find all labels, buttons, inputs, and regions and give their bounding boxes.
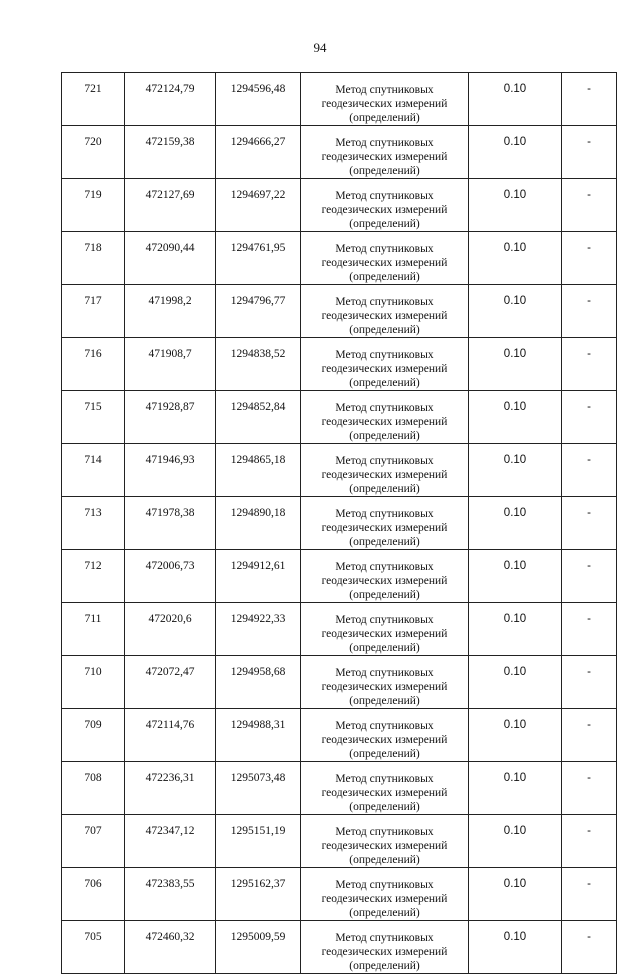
method-line-2: геодезических измерений bbox=[321, 734, 448, 746]
x-coordinate-cell bbox=[125, 603, 216, 656]
method-line-3: (определений) bbox=[349, 271, 420, 283]
x-coordinate-cell bbox=[125, 126, 216, 179]
x-coordinate-cell bbox=[125, 391, 216, 444]
method-line-3: (определений) bbox=[349, 854, 420, 866]
point-number: 707 bbox=[84, 825, 102, 837]
method-cell bbox=[301, 921, 469, 974]
accuracy-value: 0.10 bbox=[503, 454, 527, 466]
accuracy-cell bbox=[469, 179, 562, 232]
point-number: 705 bbox=[84, 931, 102, 943]
method-cell bbox=[301, 550, 469, 603]
table-row bbox=[62, 179, 617, 232]
accuracy-value: 0.10 bbox=[503, 825, 527, 837]
method-cell bbox=[301, 338, 469, 391]
point-number: 710 bbox=[84, 666, 102, 678]
method-line-2: геодезических измерений bbox=[321, 840, 448, 852]
x-coordinate: 472124,79 bbox=[145, 83, 195, 95]
accuracy-cell bbox=[469, 709, 562, 762]
method-line-2: геодезических измерений bbox=[321, 681, 448, 693]
x-coordinate-cell bbox=[125, 232, 216, 285]
point-number: 717 bbox=[84, 295, 102, 307]
y-coordinate: 1294912,61 bbox=[230, 560, 286, 572]
x-coordinate-cell bbox=[125, 179, 216, 232]
method-line-1: Метод спутниковых bbox=[335, 84, 434, 96]
table-row bbox=[62, 232, 617, 285]
accuracy-value: 0.10 bbox=[503, 83, 527, 95]
method-line-3: (определений) bbox=[349, 907, 420, 919]
y-coordinate-cell bbox=[216, 815, 301, 868]
point-number: 716 bbox=[84, 348, 102, 360]
point-number: 720 bbox=[84, 136, 102, 148]
x-coordinate-cell bbox=[125, 815, 216, 868]
extra-cell bbox=[562, 603, 617, 656]
accuracy-value: 0.10 bbox=[503, 613, 527, 625]
x-coordinate-cell bbox=[125, 550, 216, 603]
method-line-3: (определений) bbox=[349, 960, 420, 972]
x-coordinate: 472347,12 bbox=[145, 825, 195, 837]
method-line-2: геодезических измерений bbox=[321, 469, 448, 481]
x-coordinate-cell bbox=[125, 762, 216, 815]
accuracy-cell bbox=[469, 550, 562, 603]
accuracy-cell bbox=[469, 126, 562, 179]
y-coordinate: 1294697,22 bbox=[230, 189, 286, 201]
method-line-1: Метод спутниковых bbox=[335, 614, 434, 626]
method-line-2: геодезических измерений bbox=[321, 204, 448, 216]
extra-value: - bbox=[587, 295, 591, 307]
table-row bbox=[62, 868, 617, 921]
extra-cell bbox=[562, 391, 617, 444]
y-coordinate: 1294922,33 bbox=[230, 613, 286, 625]
y-coordinate-cell bbox=[216, 709, 301, 762]
x-coordinate-cell bbox=[125, 921, 216, 974]
accuracy-value: 0.10 bbox=[503, 295, 527, 307]
method-cell bbox=[301, 497, 469, 550]
x-coordinate-cell bbox=[125, 338, 216, 391]
x-coordinate: 472159,38 bbox=[145, 136, 195, 148]
accuracy-cell bbox=[469, 603, 562, 656]
extra-value: - bbox=[587, 931, 591, 943]
accuracy-value: 0.10 bbox=[503, 136, 527, 148]
x-coordinate: 471908,7 bbox=[148, 348, 192, 360]
table-row bbox=[62, 550, 617, 603]
y-coordinate: 1294890,18 bbox=[230, 507, 286, 519]
extra-value: - bbox=[587, 401, 591, 413]
y-coordinate-cell bbox=[216, 232, 301, 285]
x-coordinate-cell bbox=[125, 868, 216, 921]
extra-cell bbox=[562, 656, 617, 709]
y-coordinate: 1294958,68 bbox=[230, 666, 286, 678]
x-coordinate: 472006,73 bbox=[145, 560, 195, 572]
page-number: 94 bbox=[313, 40, 327, 55]
method-cell bbox=[301, 656, 469, 709]
table-row bbox=[62, 497, 617, 550]
point-number: 718 bbox=[84, 242, 102, 254]
y-coordinate-cell bbox=[216, 497, 301, 550]
x-coordinate: 472460,32 bbox=[145, 931, 195, 943]
y-coordinate: 1294852,84 bbox=[230, 401, 286, 413]
x-coordinate-cell bbox=[125, 709, 216, 762]
extra-cell bbox=[562, 709, 617, 762]
accuracy-value: 0.10 bbox=[503, 507, 527, 519]
table-row bbox=[62, 603, 617, 656]
extra-value: - bbox=[587, 825, 591, 837]
point-number-cell bbox=[62, 656, 125, 709]
method-cell bbox=[301, 603, 469, 656]
method-line-2: геодезических измерений bbox=[321, 98, 448, 110]
method-cell bbox=[301, 73, 469, 126]
x-coordinate-cell bbox=[125, 73, 216, 126]
extra-value: - bbox=[587, 136, 591, 148]
x-coordinate-cell bbox=[125, 444, 216, 497]
x-coordinate-cell bbox=[125, 497, 216, 550]
method-line-1: Метод спутниковых bbox=[335, 243, 434, 255]
table-row bbox=[62, 338, 617, 391]
extra-cell bbox=[562, 444, 617, 497]
extra-value: - bbox=[587, 507, 591, 519]
table-row bbox=[62, 762, 617, 815]
method-line-3: (определений) bbox=[349, 324, 420, 336]
method-cell bbox=[301, 232, 469, 285]
y-coordinate: 1294988,31 bbox=[230, 719, 286, 731]
extra-value: - bbox=[587, 719, 591, 731]
accuracy-cell bbox=[469, 656, 562, 709]
point-number-cell bbox=[62, 444, 125, 497]
extra-value: - bbox=[587, 242, 591, 254]
point-number: 706 bbox=[84, 878, 102, 890]
x-coordinate-cell bbox=[125, 285, 216, 338]
method-line-2: геодезических измерений bbox=[321, 257, 448, 269]
accuracy-value: 0.10 bbox=[503, 666, 527, 678]
accuracy-value: 0.10 bbox=[503, 189, 527, 201]
method-line-2: геодезических измерений bbox=[321, 893, 448, 905]
method-line-1: Метод спутниковых bbox=[335, 349, 434, 361]
point-number: 712 bbox=[84, 560, 102, 572]
accuracy-cell bbox=[469, 285, 562, 338]
accuracy-cell bbox=[469, 762, 562, 815]
method-cell bbox=[301, 391, 469, 444]
x-coordinate: 471928,87 bbox=[145, 401, 195, 413]
table-row bbox=[62, 709, 617, 762]
point-number-cell bbox=[62, 391, 125, 444]
y-coordinate-cell bbox=[216, 285, 301, 338]
method-line-1: Метод спутниковых bbox=[335, 932, 434, 944]
extra-value: - bbox=[587, 878, 591, 890]
table-body bbox=[62, 73, 617, 974]
method-line-3: (определений) bbox=[349, 483, 420, 495]
y-coordinate-cell bbox=[216, 444, 301, 497]
method-line-1: Метод спутниковых bbox=[335, 296, 434, 308]
method-cell bbox=[301, 285, 469, 338]
x-coordinate: 472236,31 bbox=[145, 772, 195, 784]
x-coordinate: 472020,6 bbox=[148, 613, 192, 625]
method-line-3: (определений) bbox=[349, 165, 420, 177]
table-row bbox=[62, 285, 617, 338]
extra-cell bbox=[562, 497, 617, 550]
method-cell bbox=[301, 762, 469, 815]
method-cell bbox=[301, 179, 469, 232]
extra-value: - bbox=[587, 83, 591, 95]
method-line-1: Метод спутниковых bbox=[335, 826, 434, 838]
y-coordinate-cell bbox=[216, 762, 301, 815]
accuracy-value: 0.10 bbox=[503, 401, 527, 413]
y-coordinate: 1295151,19 bbox=[230, 825, 286, 837]
extra-cell bbox=[562, 921, 617, 974]
table-row bbox=[62, 921, 617, 974]
x-coordinate: 471998,2 bbox=[148, 295, 192, 307]
table-row bbox=[62, 815, 617, 868]
method-cell bbox=[301, 815, 469, 868]
accuracy-cell bbox=[469, 444, 562, 497]
method-line-1: Метод спутниковых bbox=[335, 455, 434, 467]
y-coordinate: 1295073,48 bbox=[230, 772, 286, 784]
point-number-cell bbox=[62, 338, 125, 391]
method-line-2: геодезических измерений bbox=[321, 151, 448, 163]
point-number-cell bbox=[62, 497, 125, 550]
extra-value: - bbox=[587, 772, 591, 784]
accuracy-cell bbox=[469, 815, 562, 868]
y-coordinate: 1295162,37 bbox=[230, 878, 286, 890]
method-cell bbox=[301, 709, 469, 762]
y-coordinate: 1294796,77 bbox=[230, 295, 286, 307]
x-coordinate: 472127,69 bbox=[145, 189, 195, 201]
method-line-3: (определений) bbox=[349, 536, 420, 548]
accuracy-value: 0.10 bbox=[503, 242, 527, 254]
point-number: 714 bbox=[84, 454, 102, 466]
table-row bbox=[62, 126, 617, 179]
method-line-1: Метод спутниковых bbox=[335, 879, 434, 891]
y-coordinate-cell bbox=[216, 73, 301, 126]
extra-value: - bbox=[587, 348, 591, 360]
method-line-2: геодезических измерений bbox=[321, 787, 448, 799]
method-line-1: Метод спутниковых bbox=[335, 190, 434, 202]
method-line-2: геодезических измерений bbox=[321, 310, 448, 322]
extra-value: - bbox=[587, 189, 591, 201]
method-line-1: Метод спутниковых bbox=[335, 561, 434, 573]
extra-value: - bbox=[587, 613, 591, 625]
accuracy-cell bbox=[469, 73, 562, 126]
y-coordinate-cell bbox=[216, 338, 301, 391]
method-line-2: геодезических измерений bbox=[321, 628, 448, 640]
extra-cell bbox=[562, 179, 617, 232]
y-coordinate-cell bbox=[216, 126, 301, 179]
y-coordinate-cell bbox=[216, 921, 301, 974]
point-number: 713 bbox=[84, 507, 102, 519]
method-line-3: (определений) bbox=[349, 377, 420, 389]
method-line-2: геодезических измерений bbox=[321, 575, 448, 587]
x-coordinate: 471978,38 bbox=[145, 507, 195, 519]
y-coordinate-cell bbox=[216, 179, 301, 232]
point-number-cell bbox=[62, 126, 125, 179]
coordinates-table bbox=[61, 72, 617, 974]
point-number-cell bbox=[62, 709, 125, 762]
y-coordinate-cell bbox=[216, 550, 301, 603]
x-coordinate: 472072,47 bbox=[145, 666, 195, 678]
method-line-3: (определений) bbox=[349, 112, 420, 124]
point-number: 708 bbox=[84, 772, 102, 784]
point-number-cell bbox=[62, 550, 125, 603]
point-number: 709 bbox=[84, 719, 102, 731]
point-number-cell bbox=[62, 285, 125, 338]
accuracy-cell bbox=[469, 232, 562, 285]
accuracy-cell bbox=[469, 868, 562, 921]
method-cell bbox=[301, 126, 469, 179]
method-line-3: (определений) bbox=[349, 589, 420, 601]
point-number-cell bbox=[62, 815, 125, 868]
point-number: 721 bbox=[84, 83, 102, 95]
point-number: 719 bbox=[84, 189, 102, 201]
method-line-1: Метод спутниковых bbox=[335, 773, 434, 785]
y-coordinate: 1294865,18 bbox=[230, 454, 286, 466]
extra-cell bbox=[562, 285, 617, 338]
accuracy-value: 0.10 bbox=[503, 772, 527, 784]
method-line-3: (определений) bbox=[349, 801, 420, 813]
accuracy-value: 0.10 bbox=[503, 719, 527, 731]
x-coordinate: 472090,44 bbox=[145, 242, 195, 254]
x-coordinate: 471946,93 bbox=[145, 454, 195, 466]
point-number-cell bbox=[62, 73, 125, 126]
table-row bbox=[62, 391, 617, 444]
extra-value: - bbox=[587, 666, 591, 678]
accuracy-value: 0.10 bbox=[503, 348, 527, 360]
extra-cell bbox=[562, 815, 617, 868]
method-cell bbox=[301, 868, 469, 921]
point-number-cell bbox=[62, 603, 125, 656]
method-line-2: геодезических измерений bbox=[321, 416, 448, 428]
y-coordinate: 1295009,59 bbox=[230, 931, 286, 943]
method-line-1: Метод спутниковых bbox=[335, 720, 434, 732]
extra-value: - bbox=[587, 560, 591, 572]
table-row bbox=[62, 444, 617, 497]
method-line-1: Метод спутниковых bbox=[335, 402, 434, 414]
table-row bbox=[62, 656, 617, 709]
method-cell bbox=[301, 444, 469, 497]
point-number: 715 bbox=[84, 401, 102, 413]
x-coordinate-cell bbox=[125, 656, 216, 709]
method-line-2: геодезических измерений bbox=[321, 946, 448, 958]
point-number-cell bbox=[62, 868, 125, 921]
accuracy-cell bbox=[469, 391, 562, 444]
method-line-3: (определений) bbox=[349, 748, 420, 760]
method-line-3: (определений) bbox=[349, 430, 420, 442]
extra-cell bbox=[562, 126, 617, 179]
y-coordinate: 1294761,95 bbox=[230, 242, 286, 254]
method-line-1: Метод спутниковых bbox=[335, 137, 434, 149]
extra-cell bbox=[562, 73, 617, 126]
accuracy-cell bbox=[469, 921, 562, 974]
method-line-2: геодезических измерений bbox=[321, 522, 448, 534]
method-line-3: (определений) bbox=[349, 218, 420, 230]
point-number-cell bbox=[62, 921, 125, 974]
y-coordinate: 1294666,27 bbox=[230, 136, 286, 148]
method-line-1: Метод спутниковых bbox=[335, 667, 434, 679]
extra-cell bbox=[562, 550, 617, 603]
y-coordinate: 1294838,52 bbox=[230, 348, 286, 360]
extra-cell bbox=[562, 232, 617, 285]
accuracy-cell bbox=[469, 338, 562, 391]
y-coordinate-cell bbox=[216, 656, 301, 709]
method-line-3: (определений) bbox=[349, 695, 420, 707]
extra-value: - bbox=[587, 454, 591, 466]
x-coordinate: 472114,76 bbox=[145, 719, 195, 731]
accuracy-value: 0.10 bbox=[503, 560, 527, 572]
extra-cell bbox=[562, 762, 617, 815]
extra-cell bbox=[562, 868, 617, 921]
y-coordinate-cell bbox=[216, 391, 301, 444]
point-number-cell bbox=[62, 762, 125, 815]
accuracy-value: 0.10 bbox=[503, 878, 527, 890]
method-line-2: геодезических измерений bbox=[321, 363, 448, 375]
point-number-cell bbox=[62, 179, 125, 232]
method-line-3: (определений) bbox=[349, 642, 420, 654]
accuracy-cell bbox=[469, 497, 562, 550]
method-line-1: Метод спутниковых bbox=[335, 508, 434, 520]
y-coordinate-cell bbox=[216, 868, 301, 921]
point-number: 711 bbox=[84, 613, 102, 625]
table-row bbox=[62, 73, 617, 126]
x-coordinate: 472383,55 bbox=[145, 878, 195, 890]
extra-cell bbox=[562, 338, 617, 391]
y-coordinate: 1294596,48 bbox=[230, 83, 286, 95]
accuracy-value: 0.10 bbox=[503, 931, 527, 943]
y-coordinate-cell bbox=[216, 603, 301, 656]
point-number-cell bbox=[62, 232, 125, 285]
